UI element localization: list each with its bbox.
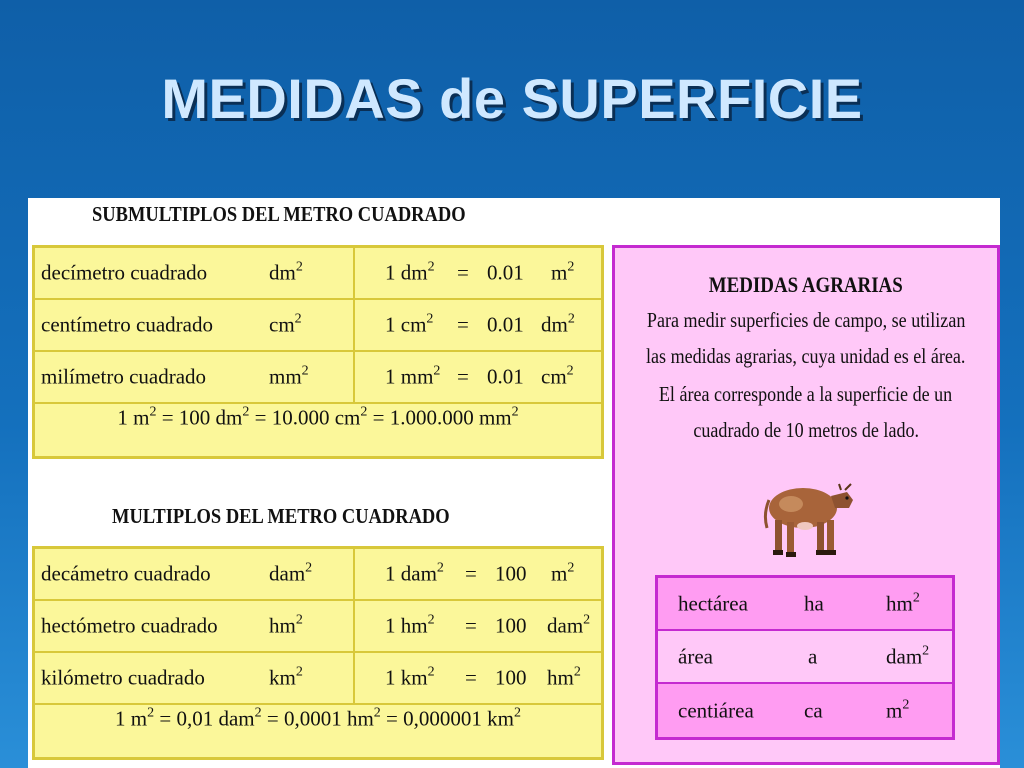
- unit-symbol: $dm^2$: [269, 259, 303, 285]
- agraria-abbr: ca: [804, 698, 823, 722]
- equivalence-unit: $m^2$: [551, 560, 575, 586]
- table-row: [35, 549, 601, 601]
- equivalence-unit: $m^2$: [551, 259, 575, 285]
- equivalence-unit: $hm^2$: [547, 664, 581, 690]
- unit-symbol: dam$^2$: [269, 560, 313, 586]
- equals-sign: =: [457, 312, 469, 337]
- equivalence-value: 100: [495, 665, 527, 690]
- table-row: [658, 631, 952, 684]
- summary-row: [35, 404, 601, 456]
- medidas-agrarias-box: [612, 245, 1000, 765]
- table-row: [35, 601, 601, 653]
- agraria-abbr: ha: [804, 591, 824, 615]
- table-row: [35, 300, 601, 352]
- equals-sign: =: [457, 260, 469, 285]
- equivalence-lhs: 1 $cm^2$: [385, 311, 434, 337]
- equivalence-unit: $cm^2$: [541, 363, 574, 389]
- agraria-abbr: a: [808, 644, 818, 668]
- unit-name: milímetro cuadrado: [41, 364, 207, 389]
- agrarias-text-line: Para medir superficies de campo, se utilizan: [646, 308, 966, 332]
- summary-equation: 1 $m^2 = 100$ $dm^2 = 10.000$ $cm^2 = 1.000.000$ $mm^2$: [117, 404, 519, 429]
- equivalence-value: 100: [495, 561, 527, 586]
- table-row: [35, 352, 601, 404]
- unit-name: decímetro cuadrado: [41, 260, 208, 285]
- cow-icon: [761, 470, 857, 560]
- content-panel: [28, 198, 1000, 768]
- summary-row: [35, 705, 601, 757]
- equivalence-unit: $dm^2$: [541, 311, 575, 337]
- unit-symbol: $mm^2$: [269, 363, 309, 389]
- multiplos-table: [32, 546, 604, 760]
- unit-name: hectómetro cuadrado: [41, 613, 218, 638]
- agrarias-text-line: cuadrado de 10 metros de lado.: [693, 418, 919, 442]
- equivalence-lhs: 1 $mm^2$: [385, 363, 441, 389]
- equivalence-lhs: 1 $dm^2$: [385, 259, 435, 285]
- agrarias-table: [655, 575, 955, 740]
- equivalence-lhs: 1 $km^2$: [385, 664, 435, 690]
- unit-symbol: $hm^2$: [269, 612, 303, 638]
- equivalence-value: 0.01: [487, 364, 524, 389]
- equivalence-value: 100: [495, 613, 527, 638]
- equivalence-lhs: 1 $hm^2$: [385, 612, 435, 638]
- table-row: [658, 684, 952, 737]
- equivalence-value: 0.01: [487, 312, 524, 337]
- table-row: [658, 578, 952, 631]
- submultiplos-heading: SUBMULTIPLOS DEL METRO CUADRADO: [92, 202, 466, 226]
- unit-symbol: $km^2$: [269, 664, 303, 690]
- unit-symbol: $cm^2$: [269, 311, 302, 337]
- equals-sign: =: [465, 561, 477, 586]
- page-title: MEDIDAS de SUPERFICIE: [161, 67, 863, 130]
- summary-equation: 1 $m^2 = 0,01$ dam$^2$ = 0,0001 $hm^2 = 0,000001$ $km^2$: [115, 705, 521, 730]
- equivalence-unit: dam$^2$: [547, 612, 591, 638]
- agraria-equiv: $m^2$: [886, 697, 910, 722]
- agrarias-text-line: El área corresponde a la superficie de un: [659, 382, 953, 406]
- multiplos-heading: MULTIPLOS DEL METRO CUADRADO: [112, 504, 450, 528]
- agraria-name: hectárea: [678, 591, 748, 615]
- equals-sign: =: [457, 364, 469, 389]
- equivalence-lhs: 1 dam$^2$: [385, 560, 444, 586]
- agraria-name: área: [678, 644, 713, 668]
- unit-name: centímetro cuadrado: [41, 312, 213, 337]
- agraria-equiv: $hm^2$: [886, 590, 920, 615]
- agrarias-heading: MEDIDAS AGRARIAS: [709, 272, 903, 297]
- agraria-equiv: dam$^2$: [886, 643, 930, 668]
- submultiplos-table: [32, 245, 604, 459]
- equals-sign: =: [465, 665, 477, 690]
- agrarias-text-line: las medidas agrarias, cuya unidad es el área.: [646, 344, 966, 368]
- agraria-name: centiárea: [678, 698, 754, 722]
- unit-name: decámetro cuadrado: [41, 561, 211, 586]
- table-row: [35, 653, 601, 705]
- equivalence-value: 0.01: [487, 260, 524, 285]
- unit-name: kilómetro cuadrado: [41, 665, 205, 690]
- equals-sign: =: [465, 613, 477, 638]
- table-row: [35, 248, 601, 300]
